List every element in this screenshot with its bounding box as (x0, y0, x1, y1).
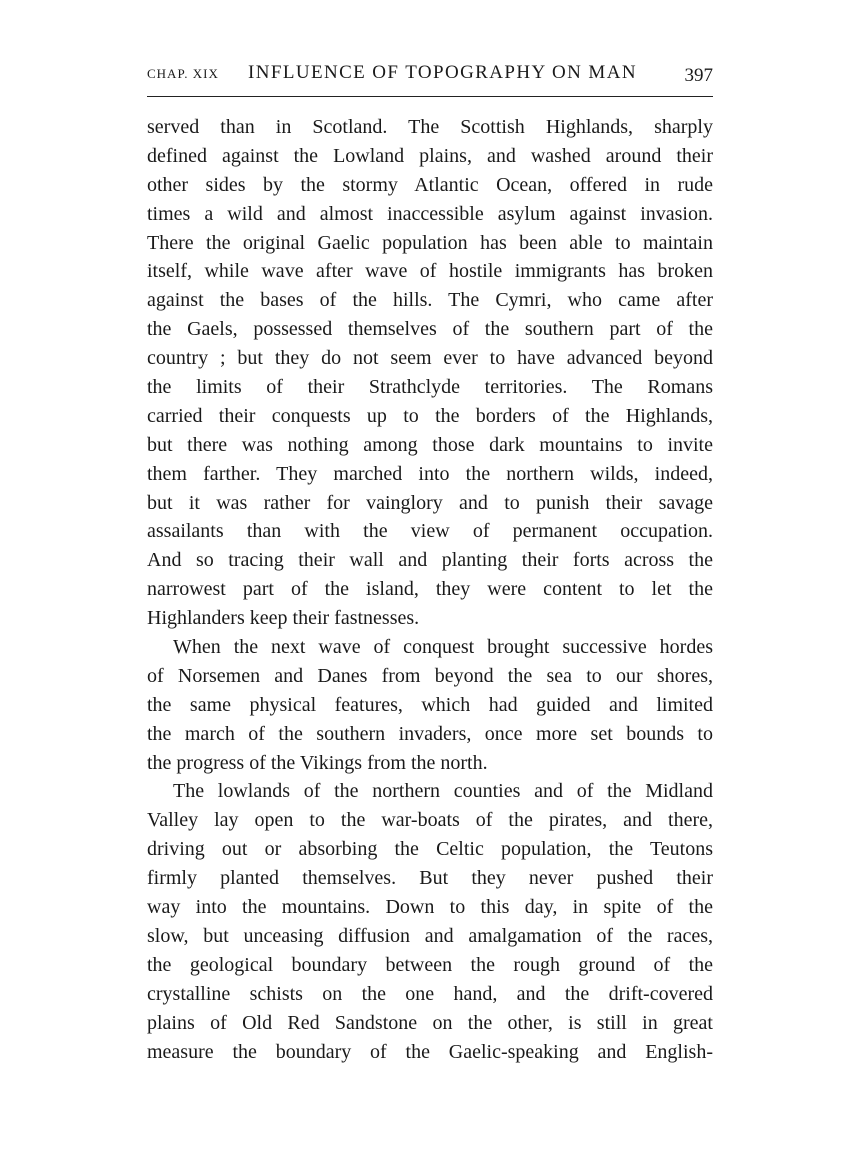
text-line: but there was nothing among those dark mountains to invite (147, 433, 713, 456)
header-rule (147, 96, 713, 97)
text-line: measure the boundary of the Gaelic-speaking and English- (147, 1040, 713, 1063)
text-line: served than in Scotland. The Scottish Highlands, sharply (147, 116, 713, 138)
running-title: INFLUENCE OF TOPOGRAPHY ON MAN (248, 62, 637, 83)
page-number: 397 (684, 65, 713, 86)
text-line: The lowlands of the northern counties and of the Midland (173, 780, 713, 803)
text-line: firmly planted themselves. But they never pushed their (147, 867, 713, 890)
text-line: There the original Gaelic population has been able to maintain (147, 231, 713, 254)
text-line: slow, but unceasing diffusion and amalgamation of the races, (147, 924, 713, 947)
text-line: Highlanders keep their fastnesses. (147, 607, 420, 630)
text-line: narrowest part of the island, they were content to let the (147, 578, 713, 601)
text-line: but it was rather for vainglory and to punish their savage (147, 491, 713, 514)
body-text (147, 113, 713, 1066)
text-line: driving out or absorbing the Celtic population, the Teutons (147, 838, 713, 861)
text-line: them farther. They marched into the northern wilds, indeed, (147, 462, 713, 485)
text-line: Valley lay open to the war-boats of the pirates, and there, (147, 809, 713, 832)
text-line: against the bases of the hills. The Cymri, who came after (147, 289, 713, 312)
chapter-label: CHAP. XIX (147, 66, 219, 81)
text-line: the limits of their Strathclyde territories. The Romans (147, 376, 713, 399)
text-line: way into the mountains. Down to this day, in spite of the (147, 896, 713, 919)
text-line: the progress of the Vikings from the north. (147, 751, 488, 774)
text-line: defined against the Lowland plains, and washed around their (147, 144, 713, 167)
text-line: the Gaels, possessed themselves of the southern part of the (147, 318, 713, 341)
text-line: itself, while wave after wave of hostile immigrants has broken (147, 260, 713, 283)
text-line: the same physical features, which had guided and limited (147, 693, 713, 716)
text-line: carried their conquests up to the borders of the Highlands, (147, 404, 713, 427)
text-line: And so tracing their wall and planting their forts across the (147, 549, 713, 572)
text-line: When the next wave of conquest brought successive hordes (173, 636, 713, 659)
text-line: times a wild and almost inaccessible asylum against invasion. (147, 202, 713, 225)
text-line: crystalline schists on the one hand, and the drift-covered (147, 982, 713, 1005)
text-line: plains of Old Red Sandstone on the other, is still in great (147, 1011, 713, 1034)
text-line: the geological boundary between the rough ground of the (147, 953, 713, 976)
text-line: country ; but they do not seem ever to have advanced beyond (147, 347, 713, 370)
text-line: the march of the southern invaders, once more set bounds to (147, 722, 713, 745)
text-line: other sides by the stormy Atlantic Ocean, offered in rude (147, 173, 713, 196)
running-head (147, 62, 713, 90)
text-line: of Norsemen and Danes from beyond the sea to our shores, (147, 664, 713, 687)
text-line: assailants than with the view of permanent occupation. (147, 520, 713, 543)
